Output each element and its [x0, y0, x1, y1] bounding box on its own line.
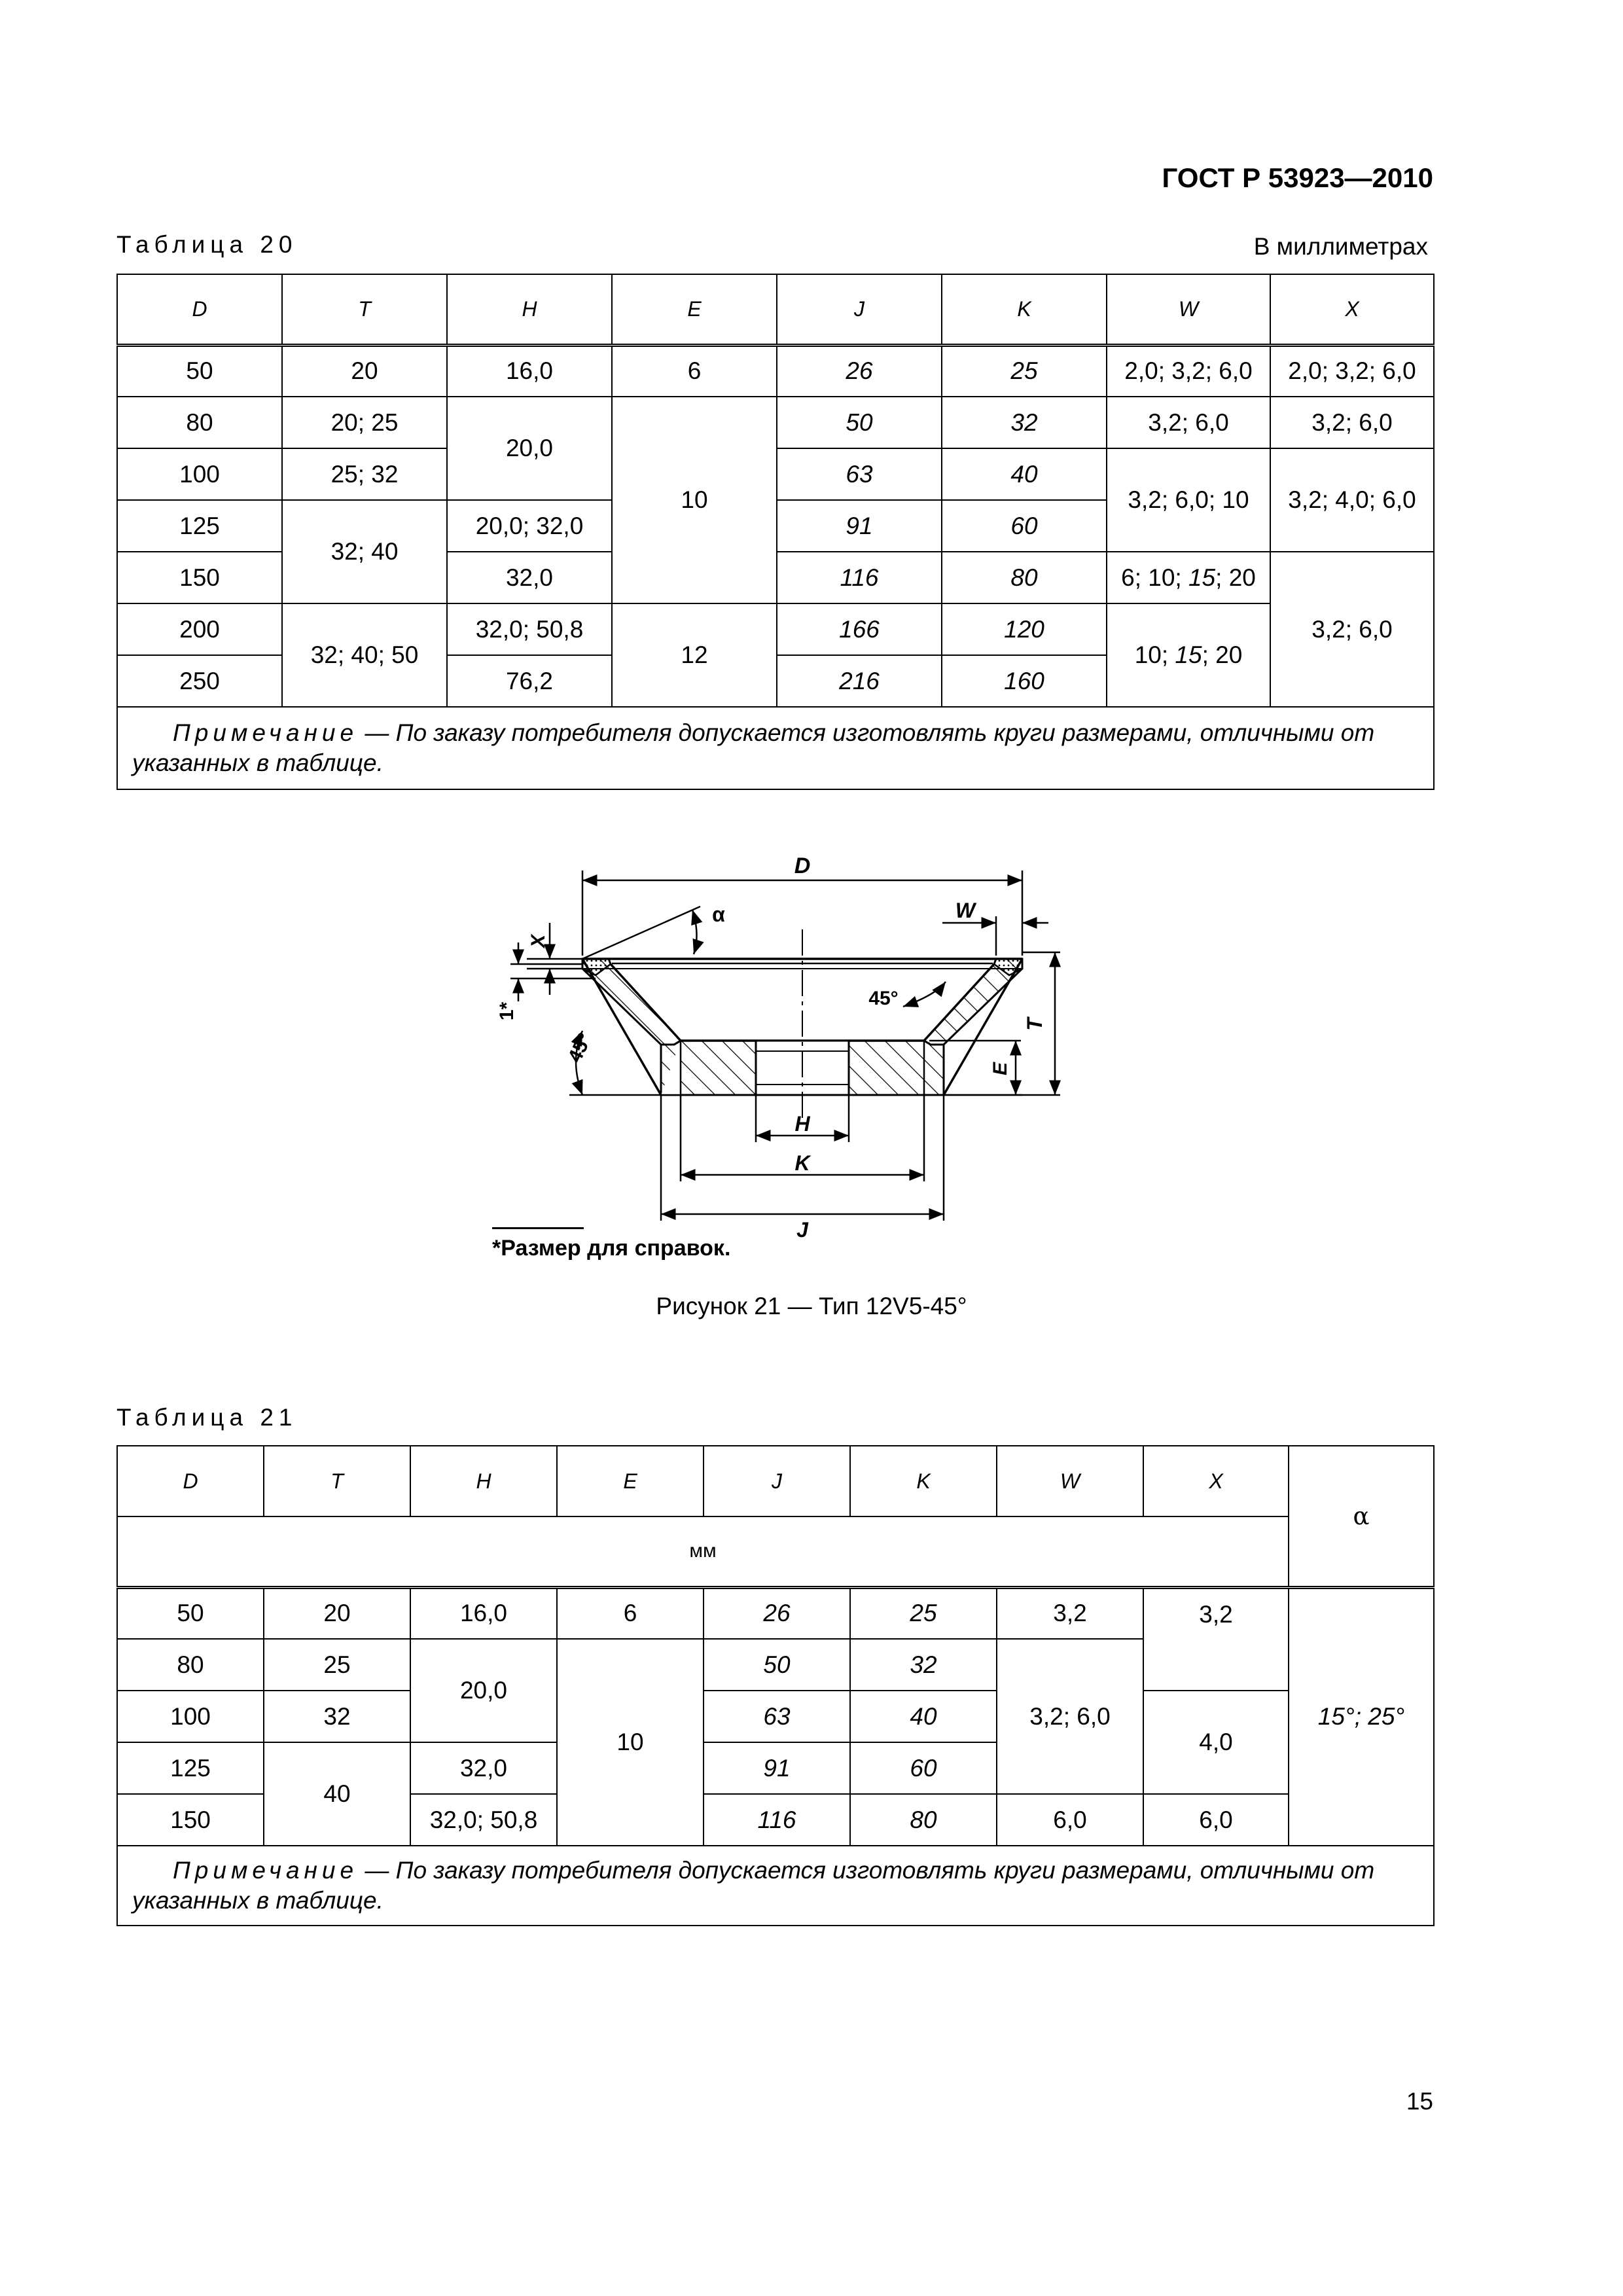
table-20-caption: Таблица 20 [116, 231, 298, 258]
label-W: W [955, 899, 976, 922]
table-cell: 32; 40; 50 [282, 603, 447, 707]
header-cell: H [447, 274, 612, 345]
table-cell: 80 [942, 552, 1107, 603]
table-cell: 25 [850, 1587, 997, 1639]
note-label: Примечание [173, 1857, 359, 1884]
table-header-row [117, 1446, 1434, 1516]
table-cell: 2,0; 3,2; 6,0 [1270, 345, 1434, 397]
table-cell: 3,2; 4,0; 6,0 [1270, 448, 1434, 552]
cell-text: ; 20 [1202, 641, 1243, 668]
table-note-row [117, 1846, 1434, 1926]
table-cell: 4,0 [1143, 1691, 1289, 1794]
table-cell: 60 [850, 1742, 997, 1794]
table-cell: 3,2; 6,0; 10 [1107, 448, 1270, 552]
standard-header: ГОСТ Р 53923—2010 [1162, 162, 1433, 193]
label-D: D [794, 853, 811, 878]
table-cell: 6,0 [1143, 1794, 1289, 1846]
header-cell: E [557, 1446, 704, 1516]
header-cell: J [704, 1446, 850, 1516]
table-cell: 63 [704, 1691, 850, 1742]
table-cell: 3,2 [997, 1587, 1143, 1639]
table-cell: 125 [117, 1742, 264, 1794]
table-cell: 6 [557, 1587, 704, 1639]
table-cell: 120 [942, 603, 1107, 655]
table-cell: 40 [264, 1742, 410, 1846]
label-alpha: α [712, 903, 725, 926]
table-cell: 3,2 [1143, 1587, 1289, 1691]
table-cell: 80 [117, 397, 282, 448]
table-cell: 166 [777, 603, 942, 655]
table-cell: 12 [612, 603, 777, 707]
figure-footnote: *Размер для справок. [492, 1236, 731, 1261]
table-row [117, 1691, 1434, 1742]
table-cell: 116 [777, 552, 942, 603]
note-text: — По заказу потребителя допускается изготовлять круги размерами, отличными от указанных в таблице. [132, 1857, 1375, 1914]
label-one-star: 1* [496, 1001, 518, 1021]
table-row [117, 603, 1434, 655]
table-cell: 63 [777, 448, 942, 500]
label-E: E [990, 1062, 1011, 1076]
cell-text: 10; [1134, 641, 1175, 668]
table-cell: 3,2; 6,0 [1270, 552, 1434, 707]
table-cell: 40 [850, 1691, 997, 1742]
table-cell: 20 [282, 345, 447, 397]
table-cell: 10 [612, 397, 777, 603]
table-21 [116, 1445, 1435, 1926]
table-cell: 160 [942, 655, 1107, 707]
dimension-W [942, 916, 1048, 956]
figure-caption: Рисунок 21 — Тип 12V5-45° [656, 1293, 967, 1319]
label-K: K [794, 1151, 810, 1175]
label-45-left: 45° [563, 1030, 596, 1066]
table-cell: 50 [117, 345, 282, 397]
table-cell: 25; 32 [282, 448, 447, 500]
table-cell: 200 [117, 603, 282, 655]
table-cell: 3,2; 6,0 [1107, 397, 1270, 448]
table-cell: 6,0 [997, 1794, 1143, 1846]
table-cell: 20; 25 [282, 397, 447, 448]
table-row [117, 397, 1434, 448]
table-cell: 116 [704, 1794, 850, 1846]
table-cell: 150 [117, 552, 282, 603]
table-cell: 26 [777, 345, 942, 397]
table-cell: 15°; 25° [1289, 1587, 1434, 1846]
table-cell: 250 [117, 655, 282, 707]
table-cell: 32 [264, 1691, 410, 1742]
cell-text-italic: 15 [1175, 641, 1202, 668]
table-cell: 20,0 [447, 397, 612, 500]
table-cell: 26 [704, 1587, 850, 1639]
table-cell: 32,0 [447, 552, 612, 603]
table-row [117, 345, 1434, 397]
table-cell: 6 [612, 345, 777, 397]
table-cell: 40 [942, 448, 1107, 500]
table-cell: 10 [557, 1639, 704, 1846]
table-cell: 16,0 [410, 1587, 557, 1639]
table-cell: 20,0; 32,0 [447, 500, 612, 552]
table-unit-row [117, 1516, 1434, 1587]
table-cell: 32,0; 50,8 [447, 603, 612, 655]
table-cell: 25 [942, 345, 1107, 397]
header-cell: T [282, 274, 447, 345]
footnote-rule [492, 1227, 584, 1229]
table-cell: 32 [942, 397, 1107, 448]
table-cell: 100 [117, 448, 282, 500]
table-cell: 32; 40 [282, 500, 447, 603]
header-cell: K [850, 1446, 997, 1516]
note-text: — По заказу потребителя допускается изготовлять круги размерами, отличными от указанных в таблице. [132, 719, 1375, 776]
table-note [117, 707, 1434, 789]
table-cell: 32 [850, 1639, 997, 1691]
table-cell [1107, 603, 1270, 707]
label-45-inner: 45° [868, 988, 899, 1009]
table-cell: 3,2; 6,0 [1270, 397, 1434, 448]
header-cell: H [410, 1446, 557, 1516]
header-cell: X [1270, 274, 1434, 345]
header-cell: K [942, 274, 1107, 345]
table-cell: 32,0 [410, 1742, 557, 1794]
label-T: T [1023, 1018, 1046, 1031]
table-cell: 20 [264, 1587, 410, 1639]
table-cell: 16,0 [447, 345, 612, 397]
table-cell: 2,0; 3,2; 6,0 [1107, 345, 1270, 397]
table-cell: 100 [117, 1691, 264, 1742]
cell-text: 6; 10; [1121, 564, 1188, 591]
table-cell: 3,2; 6,0 [997, 1639, 1143, 1794]
page-number: 15 [1406, 2088, 1433, 2115]
table-cell: 216 [777, 655, 942, 707]
table-cell: 25 [264, 1639, 410, 1691]
header-cell: W [1107, 274, 1270, 345]
header-cell: T [264, 1446, 410, 1516]
header-cell: D [117, 274, 282, 345]
table-cell: 60 [942, 500, 1107, 552]
label-J: J [796, 1218, 808, 1242]
header-cell: E [612, 274, 777, 345]
header-cell-alpha: α [1289, 1446, 1434, 1587]
cell-text: ; 20 [1215, 564, 1256, 591]
cell-text-italic: 15 [1188, 564, 1216, 591]
table-note [117, 1846, 1434, 1926]
table-cell: 125 [117, 500, 282, 552]
header-cell: J [777, 274, 942, 345]
header-cell: D [117, 1446, 264, 1516]
table-cell: 32,0; 50,8 [410, 1794, 557, 1846]
header-cell: W [997, 1446, 1143, 1516]
unit-cell: мм [117, 1516, 1289, 1587]
table-cell: 150 [117, 1794, 264, 1846]
label-X: X [527, 934, 549, 948]
dimension-alpha [582, 906, 700, 959]
table-cell: 50 [704, 1639, 850, 1691]
table-cell: 20,0 [410, 1639, 557, 1742]
table-cell [1107, 552, 1270, 603]
table-cell: 80 [850, 1794, 997, 1846]
label-H: H [794, 1112, 810, 1136]
table-cell: 76,2 [447, 655, 612, 707]
header-cell: X [1143, 1446, 1289, 1516]
table-21-caption: Таблица 21 [116, 1404, 298, 1431]
table-20-units: В миллиметрах [1253, 233, 1428, 260]
table-row [117, 1587, 1434, 1639]
table-header-row [117, 274, 1434, 345]
table-20 [116, 274, 1435, 790]
table-cell: 50 [117, 1587, 264, 1639]
table-cell: 50 [777, 397, 942, 448]
table-cell: 91 [777, 500, 942, 552]
table-cell: 91 [704, 1742, 850, 1794]
note-label: Примечание [173, 719, 359, 746]
angle-45-inner [903, 982, 946, 1007]
figure-21-drawing [484, 844, 1073, 1263]
table-cell: 80 [117, 1639, 264, 1691]
table-note-row [117, 707, 1434, 789]
